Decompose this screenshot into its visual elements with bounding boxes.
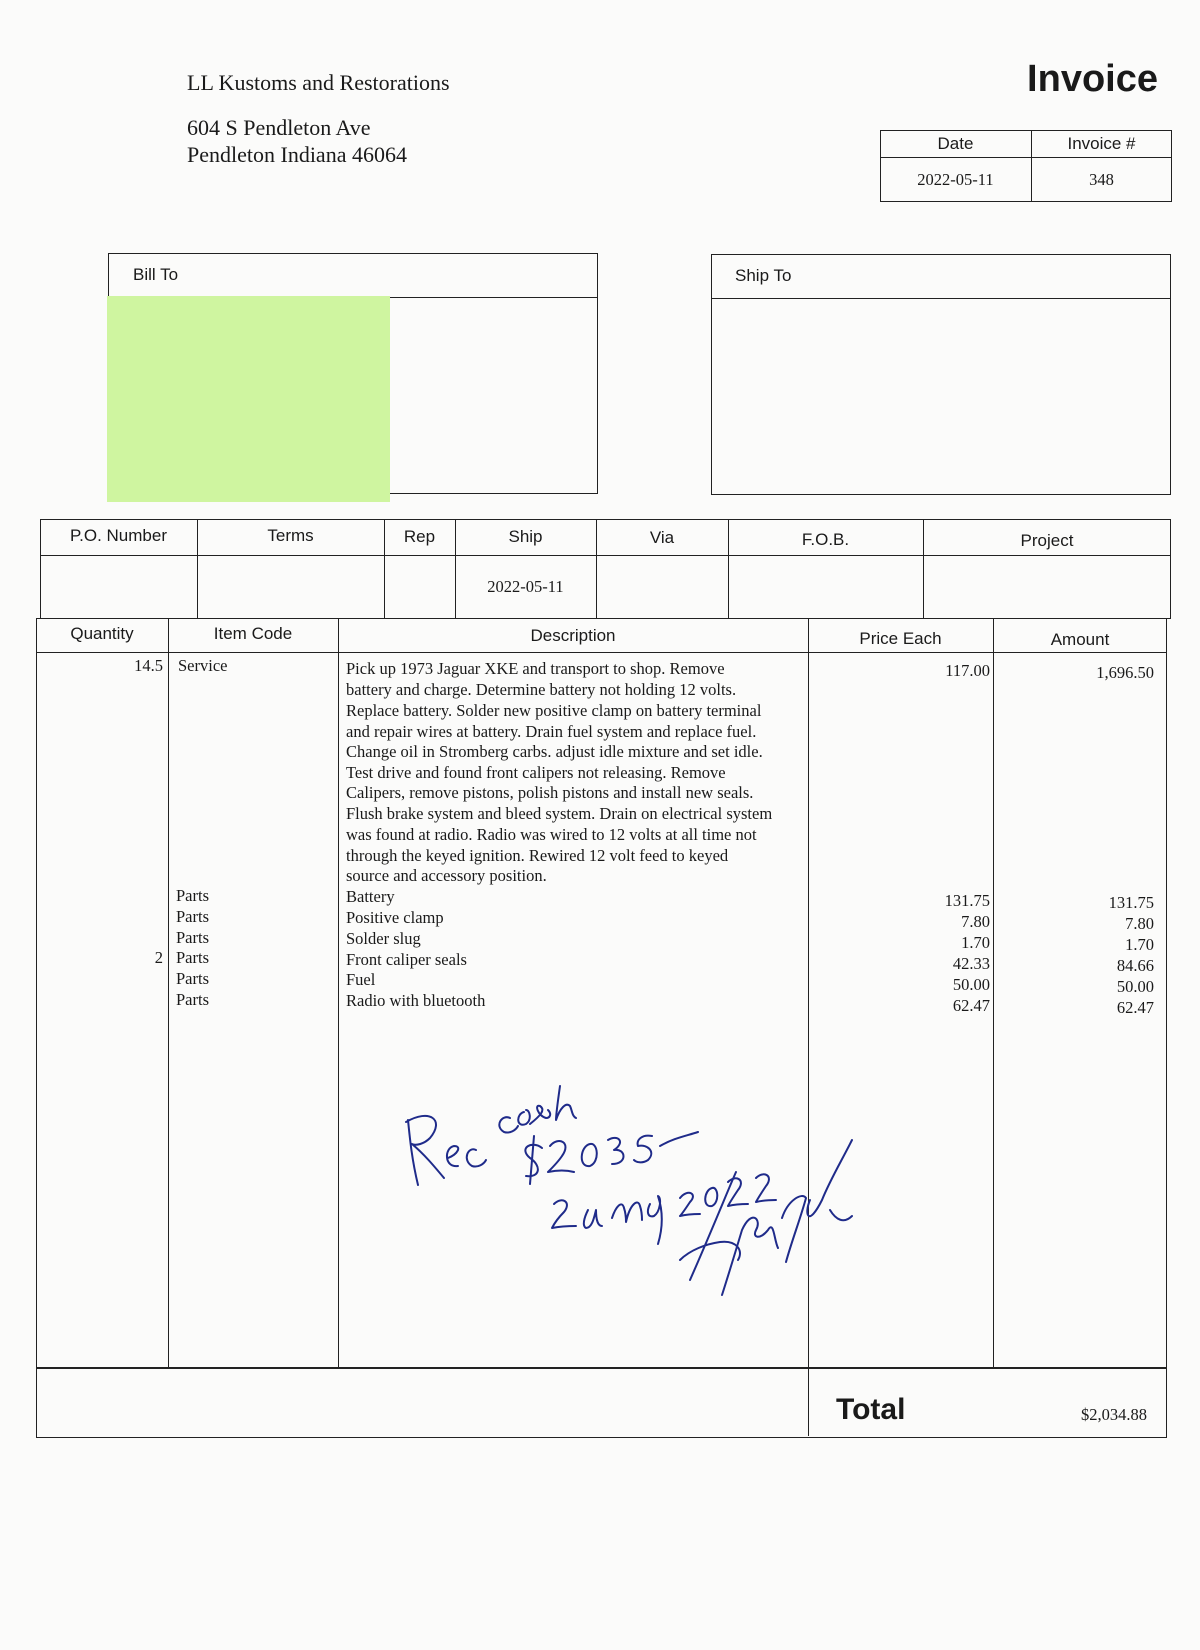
service-amount: 1,696.50 (1096, 663, 1154, 682)
price-each: 50.00 (952, 975, 990, 994)
price-each: 42.33 (952, 954, 990, 973)
terms-header: Terms (267, 526, 314, 545)
company-address-line2: Pendleton Indiana 46064 (187, 142, 407, 167)
item-code: Parts (176, 948, 209, 967)
item-code: Parts (176, 928, 209, 947)
description-line: Test drive and found front calipers not releasing. Remove (346, 763, 726, 782)
item-description: Radio with bluetooth (346, 991, 486, 1010)
amount: 131.75 (1108, 893, 1154, 912)
description-line: and repair wires at battery. Drain fuel system and replace fuel. (346, 722, 757, 741)
service-item-code: Service (178, 656, 228, 675)
rep-header: Rep (403, 527, 436, 546)
description-line: Replace battery. Solder new positive clamp on battery terminal (346, 701, 762, 720)
company-address-line1: 604 S Pendleton Ave (187, 115, 371, 140)
ship-to-label: Ship To (735, 266, 792, 285)
via-header: Via (649, 528, 675, 547)
price-each-header: Price Each (859, 629, 942, 648)
date-label: Date (937, 134, 974, 153)
po-number-header: P.O. Number (69, 526, 167, 545)
total-amount: $2,034.88 (1081, 1405, 1147, 1424)
price-each: 1.70 (961, 933, 990, 952)
total-label: Total (836, 1393, 906, 1426)
description-line: battery and charge. Determine battery not holding 12 volts. (346, 680, 737, 699)
amount: 1.70 (1125, 935, 1154, 954)
amount: 62.47 (1116, 998, 1154, 1017)
description-line: Change oil in Stromberg carbs. adjust idle mixture and set idle. (346, 742, 763, 761)
ship-date: 2022-05-11 (487, 577, 564, 596)
item-code: Parts (176, 969, 209, 988)
item-description: Battery (346, 887, 395, 906)
amount: 7.80 (1125, 914, 1154, 933)
amount: 84.66 (1116, 956, 1154, 975)
quantity-header: Quantity (70, 624, 134, 643)
item-quantity: 2 (154, 948, 163, 967)
item-description: Front caliper seals (346, 950, 467, 969)
document-title: Invoice (1027, 58, 1158, 100)
service-quantity: 14.5 (134, 656, 163, 675)
item-code: Parts (176, 907, 209, 926)
price-each: 7.80 (961, 912, 990, 931)
item-code: Parts (176, 886, 209, 905)
description-line: Calipers, remove pistons, polish pistons and install new seals. (346, 783, 754, 802)
service-price-each: 117.00 (945, 661, 990, 680)
description-line: source and accessory position. (346, 866, 547, 885)
bill-to-label: Bill To (133, 265, 179, 284)
invoice-date: 2022-05-11 (917, 170, 994, 189)
description-line: Flush brake system and bleed system. Drain on electrical system (346, 804, 773, 823)
item-code: Parts (176, 990, 209, 1009)
description-line: through the keyed ignition. Rewired 12 volt feed to keyed (346, 846, 729, 865)
project-header: Project (1020, 531, 1074, 550)
item-description: Positive clamp (346, 908, 444, 927)
company-name: LL Kustoms and Restorations (187, 70, 450, 95)
fob-header: F.O.B. (801, 530, 850, 549)
description-line: Pick up 1973 Jaguar XKE and transport to shop. Remove (346, 659, 725, 678)
invoice-number: 348 (1089, 170, 1114, 189)
amount: 50.00 (1116, 977, 1154, 996)
item-code-header: Item Code (213, 624, 293, 643)
sticky-note-redaction (107, 296, 390, 502)
ship-to-box (711, 254, 1171, 495)
item-description: Fuel (346, 970, 376, 989)
handwritten-payment-note (390, 1080, 870, 1315)
price-each: 131.75 (944, 891, 990, 910)
price-each: 62.47 (952, 996, 990, 1015)
invoice-number-label: Invoice # (1067, 134, 1136, 153)
handwriting-ink (390, 1080, 870, 1310)
item-description: Solder slug (346, 929, 421, 948)
amount-header: Amount (1050, 630, 1110, 649)
description-header: Description (530, 626, 616, 645)
ship-header: Ship (508, 527, 543, 546)
total-row (36, 1368, 1167, 1438)
description-line: was found at radio. Radio was wired to 12 volts at all time not (346, 825, 757, 844)
